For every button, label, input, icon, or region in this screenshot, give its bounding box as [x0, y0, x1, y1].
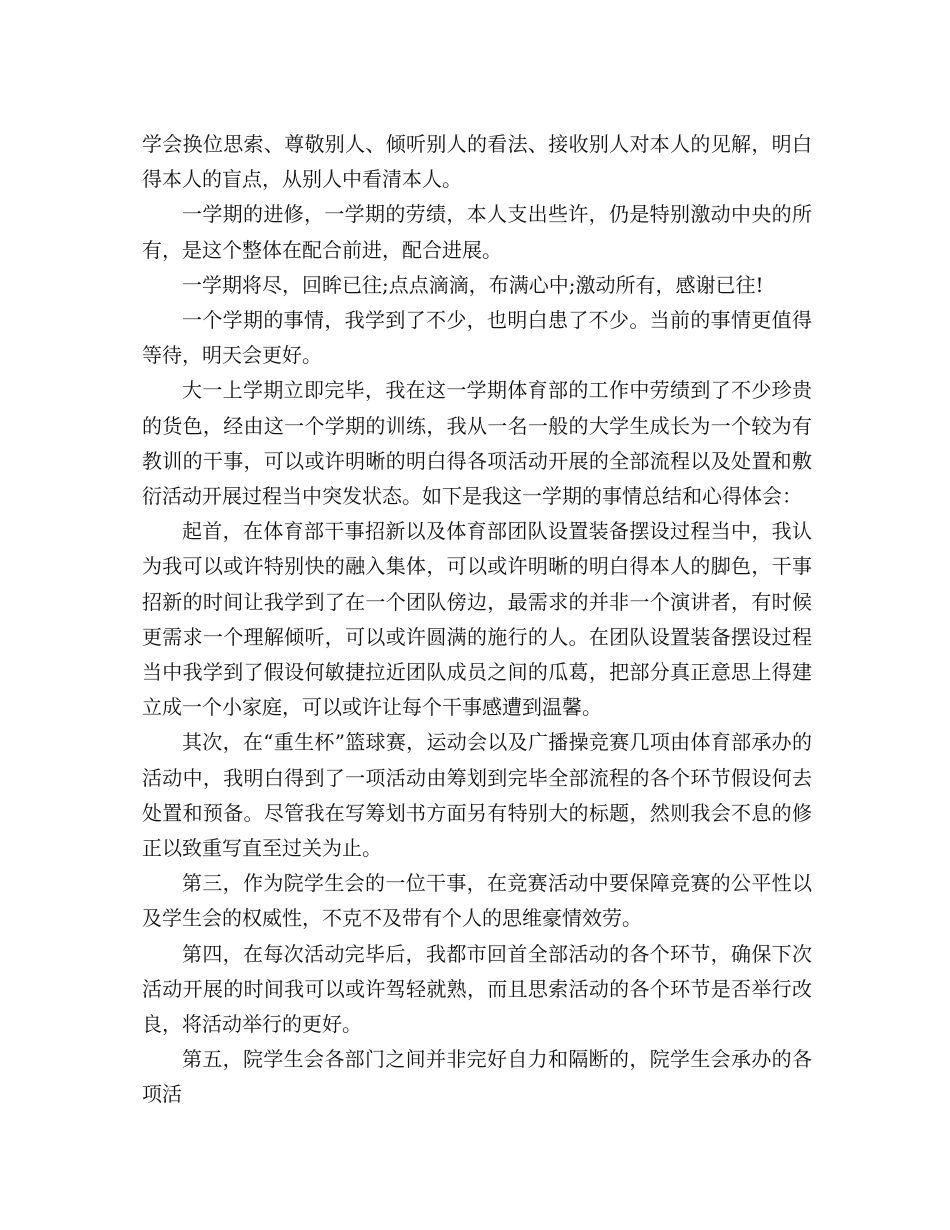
paragraph: 一个学期的事情，我学到了不少，也明白患了不少。当前的事情更值得等待，明天会更好。: [142, 308, 812, 368]
paragraph: 其次，在“重生杯”篮球赛，运动会以及广播操竞赛几项由体育部承办的活动中，我明白得到了一项活动由筹划到完毕全部流程的各个环节假设何去处置和预备。尽管我在写筹划书方面另有特别大的标题，然则我会不息的修正以致重写直至过关为止。: [142, 730, 812, 861]
paragraph: 第三，作为院学生会的一位干事，在竞赛活动中要保障竞赛的公平性以及学生会的权威性，不克不及带有个人的思维豪情效劳。: [142, 871, 812, 931]
paragraph: 学会换位思索、尊敬别人、倾听别人的看法、接收别人对本人的见解，明白得本人的盲点，从别人中看清本人。: [142, 132, 812, 192]
document-body: [142, 127, 812, 1113]
paragraph: 大一上学期立即完毕，我在这一学期体育部的工作中劳绩到了不少珍贵的货色，经由这一个学期的训练，我从一名一般的大学生成长为一个较为有教训的干事，可以或许明晰的明白得各项活动开展的全部流程以及处置和敷衍活动开展过程当中突发状态。如下是我这一学期的事情总结和心得体会：: [142, 378, 812, 509]
paragraph: 起首，在体育部干事招新以及体育部团队设置装备摆设过程当中，我认为我可以或许特别快的融入集体，可以或许明晰的明白得本人的脚色，干事招新的时间让我学到了在一个团队傍边，最需求的并非一个演讲者，有时候更需求一个理解倾听，可以或许圆满的施行的人。在团队设置装备摆设过程当中我学到了假设何敏捷拉近团队成员之间的瓜葛，把部分真正意思上得建立成一个小家庭，可以或许让每个干事感遭到温馨。: [142, 519, 812, 720]
paragraph: 第五，院学生会各部门之间并非完好自力和隔断的，院学生会承办的各项活: [142, 1047, 812, 1107]
paragraph: 一学期将尽，回眸已往;点点滴滴，布满心中;激动所有，感谢已往!: [182, 272, 764, 297]
paragraph: 第四，在每次活动完毕后，我都市回首全部活动的各个环节，确保下次活动开展的时间我可以或许驾轻就熟，而且思索活动的各个环节是否举行改良，将活动举行的更好。: [142, 941, 812, 1037]
paragraph: 一学期的进修，一学期的劳绩，本人支出些许，仍是特别激动中央的所有，是这个整体在配合前进，配合进展。: [142, 202, 812, 262]
